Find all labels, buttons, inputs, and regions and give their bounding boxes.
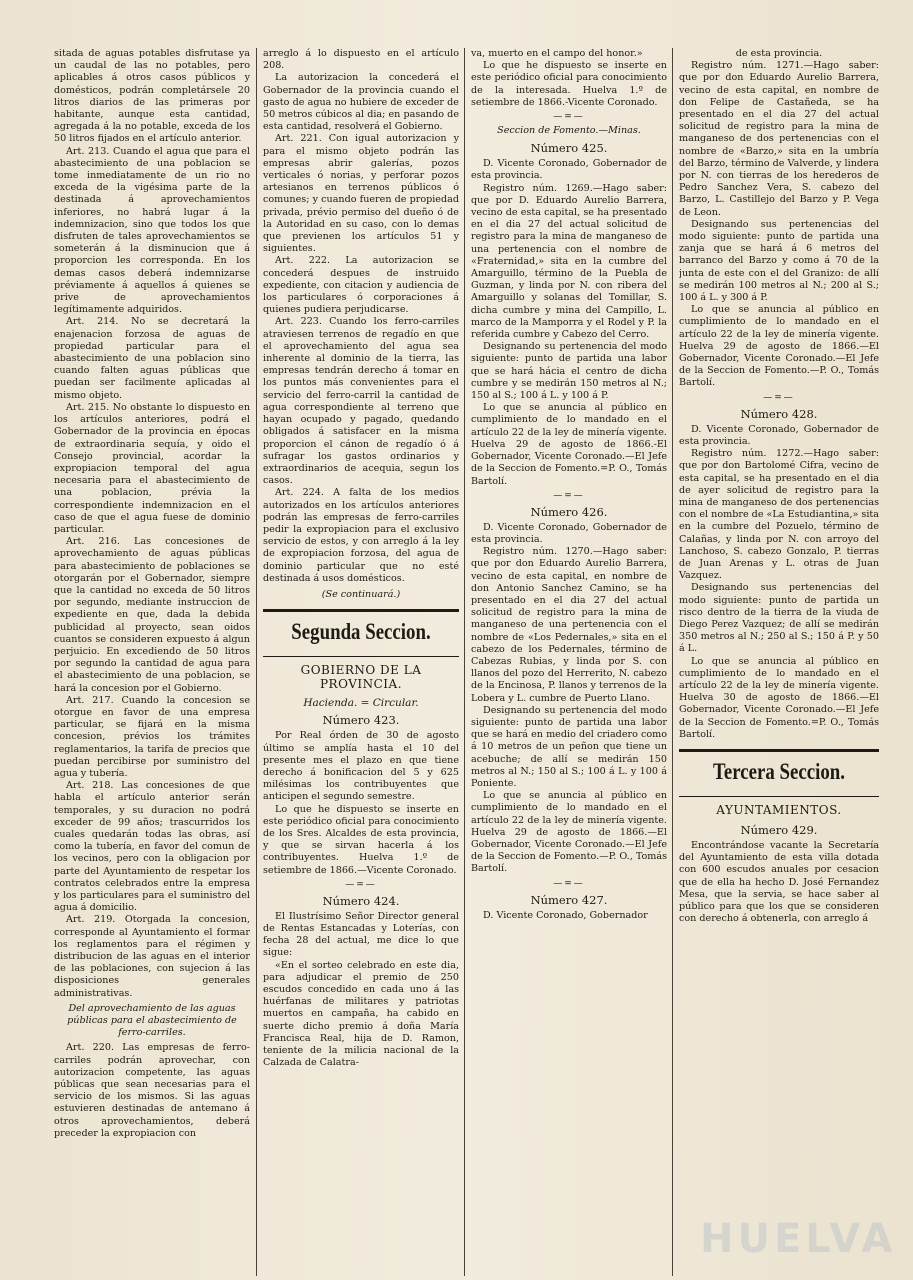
column-rule: [672, 48, 673, 1276]
department-heading: AYUNTAMIENTOS.: [716, 802, 842, 817]
paragraph: Art. 214. No se decretará la enajenacion forzosa de aguas de propiedad particular para el abastecimiento de una poblacion sino cuando falten aguas públicas que puedan ser facilmente aplicadas al mismo objeto.: [54, 316, 250, 401]
notice-number: Número 423.: [322, 713, 400, 728]
paragraph: D. Vicente Coronado, Gobernador de esta provincia.: [471, 158, 667, 182]
paragraph: Registro núm. 1269.—Hago saber: que por D. Eduardo Aurelio Barrera, vecino de esta capital, se ha presentado en el dia 27 del actual solicitud de registro para la mina de manganeso de una pertenencia con el nombre de «Fraternidad,» sita en la cumbre del Amarguillo, término de la Puebla de Guzman, y linda por N. con ribera del Amarguillo y solanas del Tomillar, S. dicha cumbre y mina del Campillo, L. marco de la Mamporra y el Rodel y P. la referida cumbre y Cabezo del Cerro.: [471, 182, 667, 341]
paragraph: Registro núm. 1271.—Hago saber: que por don Eduardo Aurelio Barrera, vecino de esta capital, en nombre de don Felipe de Castañeda, se ha presentado en el dia 27 del actual solicitud de registro para la mina de manganeso de dos pertenencias con el nombre de «Barzo,» sita en la umbría del Barzo, término de Valverde, y lindera por N. con tierras de los herederos de Pedro Sanchez Vera, S. cabezo del Barzo, L. Castillejo del Barzo y P. Vega de Leon.: [679, 60, 879, 218]
subheading: Del aprovechamiento de las aguas públicas para el abastecimiento de ferro-carriles.: [67, 1002, 237, 1039]
column-3: [471, 48, 667, 1276]
section-rule: [263, 656, 459, 657]
paragraph: Registro núm. 1270.—Hago saber: que por don Eduardo Aurelio Barrera, vecino de esta capital, en nombre de don Antonio Sanchez Camino, se ha presentado en el dia 27 del actual solicitud de registro para la mina de manganeso de una pertenencia con el nombre de «Los Pedernales,» sita en el cabezo de los Pedernales, término de Cabezas Rubias, y linda por S. con llanos del pozo del Herrerito, N. cabezo de la Encinosa, P. llanos y terrenos de la Lobera y L. cumbre de Puerto Llano.: [471, 546, 667, 704]
paragraph: Art. 217. Cuando la concesion se otorgue en favor de una empresa particular, se fijará en la misma concesion, prévios los trámites reglamentarios, la tarifa de precios que puedan percibirse por suministro del agua y tubería.: [54, 694, 250, 779]
paragraph: Registro núm. 1272.—Hago saber: que por don Bartolomé Cifra, vecino de esta capital, se ha presentado en el dia de ayer solicitud de registro para la mina de manganeso de dos pertenencias con el nombre de «La Estudiantina,» sita en la cumbre del Pozuelo, término de Calañas, y linda por N. con arroyo del Lanchoso, S. cabezo Gonzalo, P. tierras de Juan Arenas y L. otras de Juan Vazquez.: [679, 448, 879, 582]
watermark: HUELVA: [700, 1216, 897, 1262]
column-2: [263, 48, 459, 1276]
notice-number: Número 429.: [740, 822, 818, 837]
paragraph: El Ilustrísimo Señor Director general de Rentas Estancadas y Loterías, con fecha 28 del actual, me dice lo que sigue:: [263, 910, 459, 959]
paragraph: sitada de aguas potables disfrutase ya un caudal de las no potables, pero aplicables á otros casos públicos y domésticos, podrán completársele 20 litros diarios de las primeras por habitante, aunque esta cantidad, agregada á la no potable, exceda de los 50 litros fijados en el artículo anterior.: [54, 48, 250, 145]
subheading: Seccion de Fomento.—Minas.: [497, 125, 641, 137]
paragraph: Lo que he dispuesto se inserte en este periódico oficial para conocimiento de los Sres. Alcaldes de esta provincia, y que se sirvan hacerla á los contribuyentes. Huelva 1.º de setiembre de 1866.—Vicente Coronado.: [263, 803, 459, 876]
separator: —=—: [553, 490, 585, 501]
section-rule: [263, 609, 459, 612]
notice-number: Número 427.: [530, 892, 608, 907]
paragraph: de esta provincia.: [735, 48, 823, 59]
column-1: [54, 48, 250, 1276]
section-title: Tercera Seccion.: [713, 758, 845, 784]
continuation-note: (Se continuará.): [321, 588, 401, 600]
paragraph: Art. 218. Las concesiones de que habla el artículo anterior serán temporales, y su duracion no podrá exceder de 99 años; trascurridos los cuales quedarán todas las obras, así como la tubería, en favor del comun de los vecinos, pero con la obligacion por parte del Ayuntamiento de respetar los contratos celebrados entre la empresa y los particulares para el suministro del agua á domicilio.: [54, 780, 250, 914]
paragraph: Art. 219. Otorgada la concesion, corresponde al Ayuntamiento el formar los reglamentos para el régimen y distribucion de las aguas en el interior de las poblaciones, con sujecion á las disposiciones generales administrativas.: [54, 914, 250, 999]
paragraph: D. Vicente Coronado, Gobernador de esta provincia.: [679, 423, 879, 447]
column-4: [679, 48, 879, 1276]
paragraph: Art. 215. No obstante lo dispuesto en los artículos anteriores, podrá el Gobernador de la provincia en épocas de extraordinaria sequía, y oido el Consejo provincial, acordar la expropiacion temporal del agua necesaria para el abastecimiento de una poblacion, prévia la correspondiente indemnizacion en el caso de que el agua fuese de dominio particular.: [54, 401, 250, 535]
paragraph: Lo que se anuncia al público en cumplimiento de lo mandado en el artículo 22 de la ley de minería vigente. Huelva 29 de agosto de 1866.—El Gobernador, Vicente Coronado.—El Jefe de la Seccion de Fomento.—P. O., Tomás Bartolí.: [679, 304, 879, 389]
subheading: Hacienda. = Circular.: [303, 697, 419, 710]
paragraph: Lo que se anuncia al público en cumplimiento de lo mandado en el artículo 22 de la ley de minería vigente. Huelva 30 de agosto de 1866.—El Gobernador, Vicente Coronado.—El Jefe de la Seccion de Fomento.=P. O., Tomás Bartolí.: [679, 655, 879, 740]
paragraph: La autorizacion la concederá el Gobernador de la provincia cuando el gasto de agua no hubiere de exceder de 50 metros cúbicos al dia; en pasando de esta cantidad, resolverá el Gobierno.: [263, 72, 459, 133]
paragraph: Art. 216. Las concesiones de aprovechamiento de aguas públicas para abastecimiento de poblaciones se otorgarán por el Gobernador, siempre que la cantidad no exceda de 50 litros por segundo, mediante instruccion de expediente en que, dada la debida publicidad al proyecto, sean oidos cuantos se consideren expuesto á algun perjuicio. En excediendo de 50 litros por segundo la cantidad de agua para el abastecimiento de una poblacion, se hará la concesion por el Gobierno.: [54, 536, 250, 694]
department-heading: GOBIERNO DE LA PROVINCIA.: [300, 663, 422, 692]
paragraph: Encontrándose vacante la Secretaría del Ayuntamiento de esta villa dotada con 600 escudos anuales por cesacion que de ella ha hecho D. José Fernandez Mesa, que la servia, se hace saber al público para que los que se consideren con derecho á obtenerla, con arreglo á: [679, 839, 879, 925]
section-rule: [679, 749, 879, 752]
paragraph: Art. 224. A falta de los medios autorizados en los artículos anteriores podrán las empresas de ferro-carriles pedir la expropiacion para el exclusivo servicio de estos, y con arreglo á la ley de expropiacion forzosa, del agua de dominio particular que no esté destinada á usos domésticos.: [263, 487, 459, 584]
separator: —=—: [345, 879, 377, 890]
paragraph: Art. 223. Cuando los ferro-carriles atraviesen terrenos de regadío en que el aprovechamiento del agua sea inherente al dominio de la tierra, las empresas tendrán derecho á tomar en los puntos más convenientes para el servicio del ferro-carril la cantidad de agua correspondiente al terreno que hayan ocupado y pagado, quedando obligados á satisfacer en la misma proporcion el cánon de regadío ó á sufragar los gastos ordinarios y extraordinarios de acequia, segun los casos.: [263, 316, 459, 487]
paragraph: Lo que se anuncia al público en cumplimiento de lo mandado en el artículo 22 de la ley de minería vigente. Huelva 29 de agosto de 1866.—El Gobernador, Vicente Coronado.—El Jefe de la Seccion de Fomento.—P. O., Tomás Bartolí.: [471, 790, 667, 875]
paragraph: arreglo á lo dispuesto en el artículo 208.: [263, 48, 459, 72]
paragraph: Designando su pertenencia del modo siguiente: punto de partida una labor que se hará en medio del criadero como á 10 metros de un peñon que tiene un acebuche; de allí se medirán 150 metros al N.; 150 al S.; 100 á L. y 100 á Poniente.: [471, 704, 667, 789]
paragraph: Lo que he dispuesto se inserte en este periódico oficial para conocimiento de la interesada. Huelva 1.º de setiembre de 1866.-Vicente Coronado.: [471, 60, 667, 108]
column-rule: [256, 48, 257, 1276]
paragraph: Designando su pertenencia del modo siguiente: punto de partida una labor que se hará hácia el centro de dicha cumbre y se medirán 150 metros al N.; 150 al S.; 100 á L. y 100 á P.: [471, 341, 667, 402]
paragraph: D. Vicente Coronado, Gobernador: [483, 909, 648, 921]
column-rule: [464, 48, 465, 1276]
separator: —=—: [553, 878, 585, 889]
paragraph: «En el sorteo celebrado en este dia, para adjudicar el premio de 250 escudos concedido en cada uno á las huérfanas de militares y patriotas muertos en campaña, ha cabido en suerte dicho premio á doña María Francisca Real, hija de D. Ramon, teniente de la milicia nacional de la Calzada de Calatra-: [263, 959, 459, 1069]
paragraph: Art. 221. Con igual autorizacion y para el mismo objeto podrán las empresas abrir galerías, pozos verticales ó norias, y perforar pozos artesianos en terrenos públicos ó comunes; y cuando fueren de propiedad privada, prévio permiso del dueño ó de la Autoridad en su caso, con lo demas que previenen los artículos 51 y siguientes.: [263, 133, 459, 255]
section-rule: [679, 796, 879, 797]
paragraph: Por Real órden de 30 de agosto último se amplía hasta el 10 del presente mes el plazo en que tiene derecho á bonificacion del 5 y 625 milésimas los contribuyentes que anticipen el segundo semestre.: [263, 730, 459, 803]
paragraph: Art. 213. Cuando el agua que para el abastecimiento de una poblacion se tome inmediatamente de un rio no exceda de la vigésima parte de la destinada á aprovechamientos inferiores, no habrá lugar á la indemnizacion, sino que todos los que disfruten de tales aprovechamientos se someterán á la disminucion que á proporcion les corresponda. En los demas casos deberá indemnizarse préviamente á aquellos á quienes se prive de aprovechamientos legítimamente adquiridos.: [54, 145, 250, 316]
notice-number: Número 428.: [740, 406, 818, 421]
paragraph: Lo que se anuncia al público en cumplimiento de lo mandado en el artículo 22 de la ley de minería vigente. Huelva 29 de agosto de 1866.-El Gobernador, Vicente Coronado.—El Jefe de la Seccion de Fomento.=P. O., Tomás Bartolí.: [471, 402, 667, 487]
notice-number: Número 425.: [530, 141, 608, 156]
notice-number: Número 424.: [322, 893, 400, 908]
separator: —=—: [763, 392, 795, 403]
paragraph: Designando sus pertenencias del modo siguiente: punto de partida una zanja que se hará á 6 metros del barranco del Barzo y como á 70 de la junta de este con el del Granizo: de allí se medirán 100 metros al N.; 200 al S.; 100 á L. y 300 á P.: [679, 218, 879, 304]
paragraph: Art. 220. Las empresas de ferro-carriles podrán aprovechar, con autorizacion competente, las aguas públicas que sean necesarias para el servicio de los mismos. Si las aguas estuvieren destinadas de antemano á otros aprovechamientos, deberá preceder la expropiacion con: [54, 1042, 250, 1139]
paragraph: D. Vicente Coronado, Gobernador de esta provincia.: [471, 521, 667, 545]
notice-number: Número 426.: [530, 504, 608, 519]
section-title: Segunda Seccion.: [291, 619, 431, 645]
paragraph: va, muerto en el campo del honor.»: [471, 48, 643, 59]
paragraph: Designando sus pertenencias del modo siguiente: punto de partida un risco dentro de la tierra de la viuda de Diego Perez Vazquez; de allí se medirán 350 metros al N.; 250 al S.; 150 á P. y 50 á L.: [679, 582, 879, 655]
separator: —=—: [553, 112, 585, 123]
paragraph: Art. 222. La autorizacion se concederá despues de instruido expediente, con citacion y audiencia de los particulares ó corporaciones á quienes pudiera perjudicarse.: [263, 255, 459, 316]
